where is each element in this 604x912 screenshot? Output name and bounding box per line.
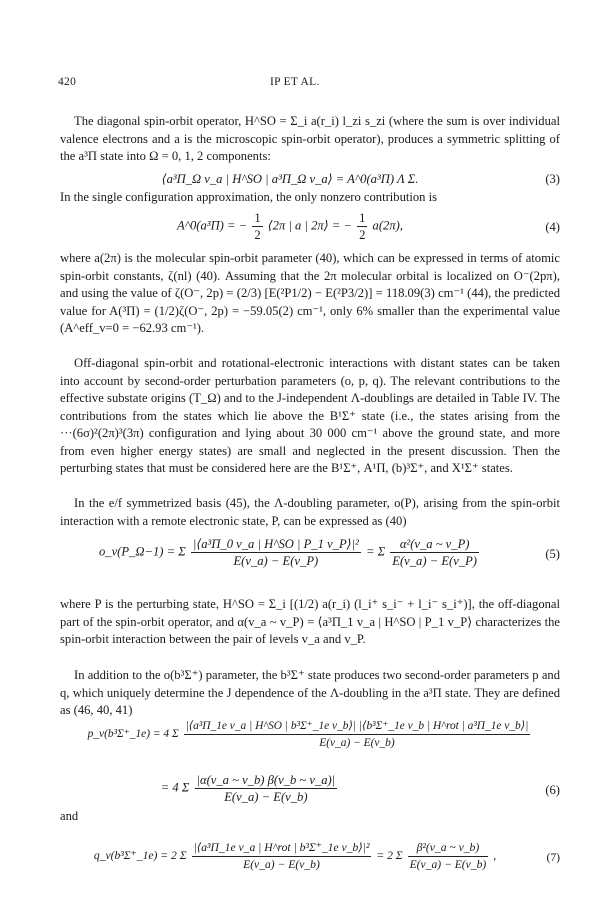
equation-4-mid: ⟨2π | a | 2π⟩ = − xyxy=(267,218,352,233)
paragraph-ef-basis: In the e/f symmetrized basis (45), the Λ-doubling parameter, o(P), arising from the spin-orbit interaction with a remote electronic state, P, can be expressed as (40) xyxy=(60,496,560,528)
equation-7 xyxy=(60,840,560,880)
equation-6b-fraction: $\frac{|\alpha(v\_a \sim v\_b) \beta(v\_b \sim v\_a)|}{E(v\_a) - E(v\_b)}$ xyxy=(196,773,336,804)
paragraph-second-order: In addition to the o(b³Σ⁺) parameter, the b³Σ⁺ state produces two second-order parameters p and q, which uniquely determine the J dependence of the Λ-doubling in the a³Π state. They are defined as (46, 40, 41) xyxy=(60,668,560,717)
equation-6-number: (6) xyxy=(545,783,560,797)
equation-5 xyxy=(60,536,560,582)
equation-5-fraction-b: $\frac{\text{α²(v\_a \textasciitilde{} v\_P)}}{E(v\_a) - E(v\_P)}$ xyxy=(392,537,478,568)
equation-6a-lhs: p_v(b³Σ⁺_1e) = 4 Σ xyxy=(87,728,179,741)
equation-4-number: (4) xyxy=(545,220,560,234)
equation-7-equals: = 2 Σ xyxy=(376,849,403,863)
equation-3 xyxy=(60,171,560,191)
paragraph-off-diagonal: Off-diagonal spin-orbit and rotational-electronic interactions with distant states can be taken into account by second-order perturbation parameters (o, p, q). The relevant contributions to the effective substate origins (T_Ω) and to the J-independent Λ-doublings are detailed in Table IV. The contributions from the states which lie above the B¹Σ⁺ state (i.e., the states arising from the ···(6σ)²(2π)³(3π) configuration and lying about 30 000 cm⁻¹ above the ground state, and more from even higher energy states) are small and neglected in the present discussion. Then the perturbing states that must be considered here are the B¹Σ⁺, A¹Π, (b)³Σ⁺, and X¹Σ⁺ states. xyxy=(60,356,560,475)
equation-7-lhs: q_v(b³Σ⁺_1e) = 2 Σ xyxy=(93,849,187,863)
equation-4-rhs: a(2π), xyxy=(372,218,403,233)
equation-4-half-a: $\frac{1}{2}$ xyxy=(254,211,261,242)
equation-7-tail: , xyxy=(493,849,497,863)
equation-5-number: (5) xyxy=(545,547,560,561)
equation-7-fraction-b: $\frac{\text{β²(v\_a \textasciitilde{} v\_b)}}{E(v\_a) - E(v\_b)}$ xyxy=(409,841,487,871)
equation-3-number: (3) xyxy=(545,172,560,186)
equation-6a xyxy=(60,718,560,758)
paragraph-spin-orbit-operator: The diagonal spin-orbit operator, H^SO = Σ_i a(r_i) l_zi s_zi (where the sum is over individual valence electrons and a is the microscopic spin-orbit operator), produces a symmetric splitting of the a³Π state into Ω = 0, 1, 2 components: xyxy=(60,114,560,163)
paragraph-perturbing-state: where P is the perturbing state, H^SO = Σ_i [(1/2) a(r_i) (l_i⁺ s_i⁻ + l_i⁻ s_i⁺)], the off-diagonal part of the spin-orbit operator, and α(v_a ~ v_P) = ⟨a³Π_1 v_a | H^SO | P_1 v_P⟩ characterizes the spin-orbit interaction between the pair of levels v_a and v_P. xyxy=(60,597,560,646)
equation-5-lhs: o_v(P_Ω−1) = Σ xyxy=(98,544,186,559)
paragraph-spin-orbit-parameter: where a(2π) is the molecular spin-orbit parameter (40), which can be expressed in terms of atomic spin-orbit constants, ζ(nl) (40). Assuming that the 2π molecular orbital is localized on O⁻(2pπ), and using the value of ζ(O⁻, 2p) = (2/3) [E(²P1/2) − E(²P3/2)] = 118.09(3) cm⁻¹ (44), the predicted value for A(³Π) = (1/2)ζ(O⁻, 2p) = −59.05(2) cm⁻¹, only 6% smaller than the experimental value (A^eff_v=0 = −62.93 cm⁻¹). xyxy=(60,251,560,335)
equation-6a-fraction: |⟨a³Π_1e v_a | H^SO | b³Σ⁺_1e v_b⟩| |⟨b³Σ⁺_1e v_b | H^rot | a³Π_1e v_b⟩| E(v_a) − E(v_b) xyxy=(185,720,529,749)
page-number: 420 xyxy=(58,76,77,88)
equation-6b xyxy=(60,772,560,812)
equation-5-equals: = Σ xyxy=(365,544,386,559)
equation-6b-lhs: = 4 Σ xyxy=(160,780,190,795)
running-title: IP ET AL. xyxy=(270,76,320,88)
equation-5-fraction-a: $\frac{\text{|⟨a³Π\_0 v\_a | H\textasciicircum{}SO | P\_1 v\_P⟩|²}}{E(v\_a) - E(v\_P)}$ xyxy=(192,537,359,568)
paragraph-single-config: In the single configuration approximation, the only nonzero contribution is xyxy=(60,190,438,204)
equation-7-fraction-a: $\frac{\text{|⟨a³Π\_1e v\_a | H\textasciicircum{}rot | b³Σ⁺\_1e v\_b⟩|²}}{E(v\_a) - E(v\_b)}$ xyxy=(193,841,370,871)
equation-4 xyxy=(60,210,560,244)
equation-7-number: (7) xyxy=(546,851,560,864)
equation-3-body: ⟨a³Π_Ω v_a | H^SO | a³Π_Ω v_a⟩ = A^0(a³Π) Λ Σ. xyxy=(161,172,419,186)
equation-4-half-b: $\frac{1}{2}$ xyxy=(359,211,366,242)
connector-and: and xyxy=(60,809,79,823)
equation-4-lhs: A^0(a³Π) = − xyxy=(177,218,248,233)
